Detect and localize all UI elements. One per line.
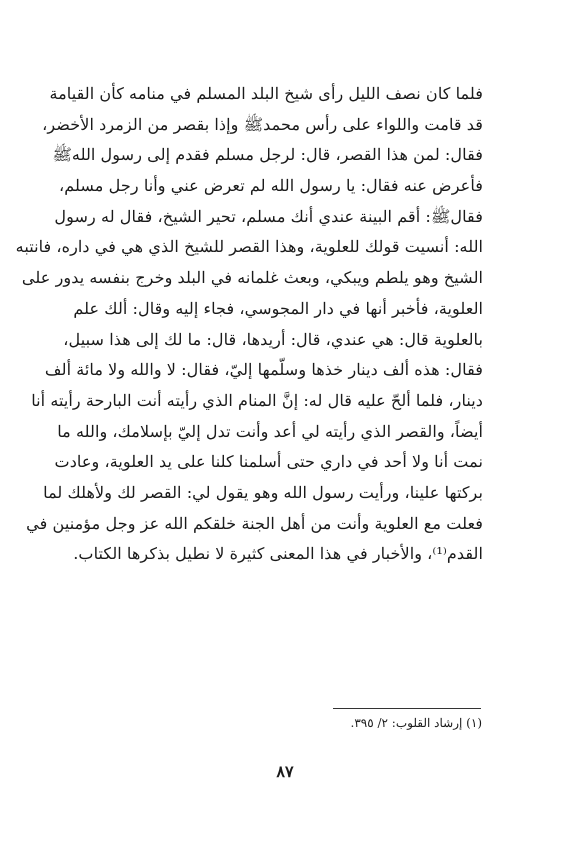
text-line: قد قامت واللواء على رأس محمدﷺ وإذا بقصر من الزمرد الأخضر، [42, 114, 483, 134]
text-line: الشيخ وهو يلطم ويبكي، وبعث غلمانه في البلد وخرج بنفسه يدور على [21, 268, 483, 288]
text-line: بالعلوية قال: هي عندي، قال: أريدها، قال: ما لك إلى هذا سبيل، [63, 329, 483, 349]
main-text-block [15, 79, 483, 570]
text-line: العلوية، فأخبر أنها في دار المجوسي، فجاء إليه وقال: ألك علم [73, 298, 483, 318]
footnote-divider [333, 708, 481, 709]
footnote: (١) إرشاد القلوب: ٢/ ٣٩٥. [350, 716, 482, 730]
page-number: ٨٧ [276, 762, 294, 781]
text-line: بركتها علينا، ورأيت رسول الله وهو يقول لي: القصر لك ولأهلك لما [43, 482, 483, 502]
text-line: فقال: لمن هذا القصر، قال: لرجل مسلم فقدم إلى رسول اللهﷺ [52, 145, 483, 165]
text-line: فقال: هذه ألف دينار خذها وسلّمها إليّ، فقال: لا والله ولا مائة ألف [44, 360, 483, 380]
text-line: دينار، فلما ألحّ عليه قال له: إنَّ المنام الذي رأيته أنت البارحة رأيته أنا [31, 390, 483, 410]
text-line: نمت أنا ولا أحد في داري حتى أسلمنا كلنا على يد العلوية، وعادت [54, 452, 483, 472]
text-line: فلما كان نصف الليل رأى شيخ البلد المسلم في منامه كأن القيامة [49, 84, 483, 103]
text-line: فعلت مع العلوية وأنت من أهل الجنة خلقكم الله عز وجل مؤمنين في [26, 513, 483, 533]
text-line: أيضاً، والقصر الذي رأيته لي أعد وأنت تدل إليّ بإسلامك، والله ما [57, 421, 483, 441]
text-line-last: القدم⁽¹⁾، والأخبار في هذا المعنى كثيرة لا نطيل بذكرها الكتاب. [73, 544, 483, 564]
text-line: الله: أنسيت قولك للعلوية، وهذا القصر للشيخ الذي هي في داره، فانتبه [15, 237, 483, 257]
text-line: فأعرض عنه فقال: يا رسول الله لم تعرض عني وأنا رجل مسلم، [59, 176, 483, 196]
text-line: فقالﷺ: أقم البينة عندي أنك مسلم، تحير الشيخ، فقال له رسول [54, 206, 483, 226]
